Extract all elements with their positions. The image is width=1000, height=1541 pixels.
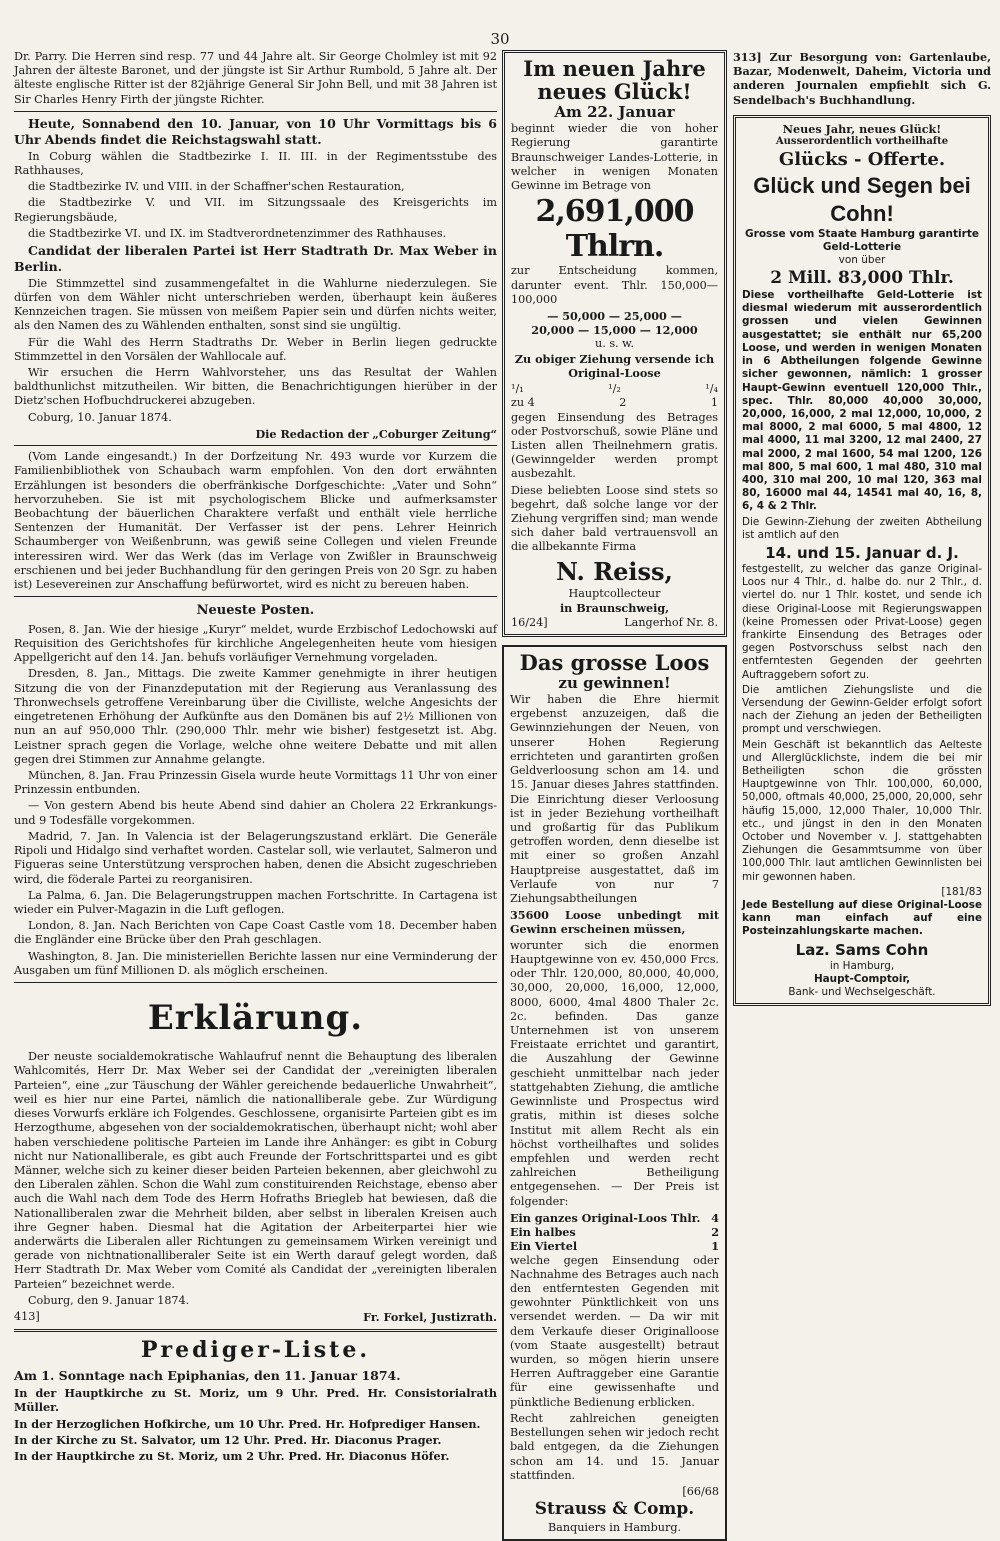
prediger-line: In der Hauptkirche zu St. Moriz, um 2 Uhr. Pred. Hr. Diaconus Höfer.: [14, 1449, 450, 1464]
ad-cohn-text: Die Gewinn-Ziehung der zweiten Abtheilung ist amtlich auf den: [742, 515, 982, 541]
divider: [14, 596, 497, 597]
price-row: [510, 1211, 719, 1225]
news-item: München, 8. Jan. Frau Prinzessin Gisela wurde heute Vormittags 11 Uhr von einer Prinzessin entbunden.: [14, 768, 497, 797]
prediger-title: Prediger-Liste.: [140, 1337, 370, 1364]
ad-reiss-firm: N. Reiss,: [556, 556, 673, 586]
ad-cohn-text: Jede Bestellung auf diese Original-Loose kann man einfach auf eine Posteinzahlungskarte machen.: [742, 899, 982, 938]
price-row: [510, 1225, 719, 1239]
news-item: Dresden, 8. Jan., Mittags. Die zweite Kammer genehmigte in ihrer heutigen Sitzung die von der Finanzdeputation mit der Regierung aus Veranlassung des Thronwechsels getroffene Vereinbarung über die Civilliste, welche Angesichts der eingetretenen Erhöhung der Aufkünfte aus den Domänen bis auf 2½ Millionen von nun an auf 950,000 Thlr. (290,000 Thlr. mehr wie bisher) festgesetzt ist. Abg. Leistner sprach gegen die Vorlage, welche ohne weitere Debatte und mit allen gegen drei Stimmen zur Annahme gelangte.: [14, 667, 497, 766]
ad-reiss-fractions: [511, 382, 718, 396]
ad-strauss-title: Das grosse Loos: [519, 649, 710, 675]
prediger-heading: Am 1. Sonntage nach Epiphanias, den 11. Januar 1874.: [14, 1368, 401, 1384]
price-label: Ein halbes: [510, 1225, 576, 1240]
fraction: ¹/₂: [608, 382, 621, 396]
election-line: die Stadtbezirke IV. und VIII. in der Schaffner'schen Restauration,: [28, 180, 405, 194]
ballot-instructions: Die Stimmzettel sind zusammengefaltet in die Wahlurne niederzulegen. Sie dürfen von dem Wähler nicht unterschrieben werden, überhaupt kein äußeres Kennzeichen tragen. Sie müssen von meißem Papier sein und dürfen nichts weiter, als den Namen des zu Wählenden enthalten, sonst sind sie ungültig.: [14, 276, 497, 333]
column-middle: [502, 50, 727, 1534]
ad-reiss-amount: 2,691,000 Thlrn.: [535, 194, 694, 264]
ad-cohn-headline: Glück und Segen bei Cohn!: [753, 172, 971, 226]
column-left: [14, 50, 497, 1517]
ad-strauss-text: worunter sich die enormen Hauptgewinne von ev. 450,000 Frcs. oder Thlr. 120,000, 80,000, 40,000, 30,000, 20,000, 16,000, 12,000, 8000, 6000, 4mal 4800 Thaler 2c. 2c. befinden. Das ganze Unternehmen ist von unserem Freistaate errichtet und garantirt, die Auszahlung der Gewinne geschieht unmittelbar nach jeder stattgehabten Ziehung, die amtliche Gewinnliste und Prospectus wird gratis, mithin ist dieses solche Institut mit allem Recht als ein höchst vortheilhaftes und solides empfehlen und werden recht zahlreichen Betheiligung entgegensehen. — Der Preis ist folgender:: [510, 938, 719, 1208]
news-item: Washington, 8. Jan. Die ministeriellen Berichte lassen nur eine Verminderung der Ausgaben um fünf Millionen D. als möglich erscheinen.: [14, 949, 497, 977]
ad-cohn-ref: [181/83: [941, 885, 982, 898]
price-label: Ein Viertel: [510, 1239, 578, 1254]
election-headline: Heute, Sonnabend den 10. Januar, von 10 Uhr Vormittags bis 6 Uhr Abends findet die Reichstagswahl statt.: [14, 115, 497, 147]
ad-strauss-firm: Strauss & Comp.: [534, 1499, 695, 1520]
dateline: Coburg, 10. Januar 1874.: [28, 410, 172, 424]
ad-cohn-line: Grosse vom Staate Hamburg garantirte Geld-Lotterie: [745, 227, 979, 253]
divider: [14, 111, 497, 112]
ad-strauss-highlight: 35600 Loose unbedingt mit Gewinn erscheinen müssen,: [510, 908, 719, 937]
ad-reiss-row: u. s. w.: [595, 337, 634, 351]
ad-reiss-firm-sub: Hauptcollecteur: [568, 587, 661, 601]
news-heading: Neueste Posten.: [196, 603, 315, 619]
erklaerung-signature: Fr. Forkel, Justizrath.: [363, 1310, 497, 1325]
ad-cohn-text: Diese vortheilhafte Geld-Lotterie ist diesmal wiederum mit ausserordentlich grossen und vielen Gewinnen ausgestattet; sie enthält nur 65,200 Loose, und werden in wenigen Monaten in 6 Abtheilungen folgende Gewinne sicher gewonnen, nämlich: 1 grosser Haupt-Gewinn eventuell 120,000 Thlr., spec. Thlr. 80,000 40,000 30,000, 20,000, 16,000, 2 mal 12,000, 10,000, 2 mal 8000, 2 mal 6000, 5 mal 4800, 12 mal 4000, 11 mal 3200, 12 mal 2400, 27 mal 2000, 2 mal 1600, 54 mal 1200, 126 mal 800, 5 mal 600, 1 mal 480, 310 mal 400, 310 mal 200, 10 mal 120, 363 mal 80, 16000 mal 44, 14541 mal 40, 16, 8, 6, 4 & 2 Thlr.: [742, 289, 982, 513]
ad-cohn-text: festgestellt, zu welcher das ganze Original-Loos nur 4 Thlr., d. halbe do. nur 2 Thlr., d. viertel do. nur 1 Thlr. kostet, und sende ich diese Original-Loose mit Regierungswappen (keine Promessen oder Privat-Loose) gegen frankirte Einsendung des Betrages oder gegen Postvorschuss selbst nach den entferntesten Gegenden der geehrten Auftraggebern sofort zu.: [742, 562, 982, 681]
ad-cohn-text: Mein Geschäft ist bekanntlich das Aelteste und Allerglücklichste, indem die bei mir Betheiligten schon die grössten Hauptgewinne von Thlr. 100,000, 60,000, 50,000, oftmals 40,000, 25,000, 20,000, sehr häufig 15,000, 12,000 Thaler, 10,000 Thlr. etc., und jüngst in den in den Monaten October und November v. J. stattgehabten Ziehungen die Gesammtsumme von über 100,000 Thlr. laut amtlichen Gewinnlisten bei mir gewonnen haben.: [742, 738, 982, 883]
erklaerung-body: Der neuste socialdemokratische Wahlaufruf nennt die Behauptung des liberalen Wahlcomités, Herr Dr. Max Weber sei der Candidat der „vereinigten liberalen Parteien“, eine „zur Täuschung der Wähler gereichende bedauerliche Unwahrheit“, weil es hier nur eine Partei, nämlich die nationalliberale gebe. Zur Würdigung dieses Vorwurfs erkläre ich Folgendes. Geschlossene, organisirte Parteien gibt es im Herzogthume, abgesehen von der socialdemokratischen, überhaupt nicht; wohl aber haben verschiedene politische Parteien im Lande ihre Anhänger: es gibt in Coburg nicht nur Nationalliberale, es gibt auch Freunde der Fortschrittspartei und es gibt Männer, welche sich zu keiner dieser beiden Parteien bekennen, aber gleichwohl zu den Liberalen zählen. Schon die Wahl zum constituirenden Reichstage, ebenso aber auch die Wahl nach dem Tode des Herrn Hofraths Briegleb hat bewiesen, daß die Nationalliberalen zwar die Mehrheit bilden, aber selbst in liberalen Kreisen auch ihre Gegner haben. Diesmal hat die Agitation der Arbeiterpartei hier wie anderwärts die Liberalen aller Richtungen zu gemeinsamem Wirken vereinigt und gerade von nichtnationalliberaler Seite ist ein Werth darauf gelegt worden, daß Herr Stadtrath Dr. Max Weber vom Comité als Candidat der „vereinigten liberalen Parteien“ bezeichnet werde.: [14, 1050, 497, 1291]
prediger-line: In der Herzoglichen Hofkirche, um 10 Uhr. Pred. Hr. Hofprediger Hansen.: [14, 1416, 481, 1431]
price: 1: [710, 396, 718, 410]
ad-reiss-prices: [511, 396, 718, 410]
ad-strauss-text: Recht zahlreichen geneigten Bestellungen sehen wir jedoch recht bald entgegen, da die Ziehungen schon am 14. und 15. Januar stattfinden.: [510, 1411, 719, 1482]
ad-reiss-text: Diese beliebten Loose sind stets so begehrt, daß solche lange vor der Ziehung vergriffen sind; man wende sich daher bald vertrauensvoll an die allbekannte Firma: [511, 483, 718, 554]
intro-paragraph: Dr. Parry. Die Herren sind resp. 77 und 44 Jahre alt. Sir George Cholmley ist mit 92 Jahren der älteste Baronet, und der jüngste ist Sir Arthur Rumbold, 5 Jahre alt. Der älteste englische Ritter ist der 82jährige General Sir John Bell, und mit 38 Jahren ist Sir Charles Henry Firth der jüngste Richter.: [14, 50, 497, 106]
ad-cohn-office: Haupt-Comptoir,: [813, 972, 911, 985]
ad-cohn-text: Die amtlichen Ziehungsliste und die Versendung der Gewinn-Gelder erfolgt sofort nach der Ziehung an jeden der Betheiligten prompt und verschwiegen.: [742, 683, 982, 736]
divider: [14, 1329, 497, 1332]
ad-strauss: [502, 645, 727, 1541]
erklaerung-title: Erklärung.: [147, 998, 364, 1039]
ad-reiss-ref: 16/24]: [511, 615, 548, 629]
ad-strauss-firm-sub: Banquiers in Hamburg.: [547, 1520, 682, 1534]
ad-strauss-text: Wir haben die Ehre hiermit ergebenst anzuzeigen, daß die Gewinnziehungen der Neuen, von unserer Hohen Regierung errichteten und garantirten großen Geldverloosung schon am 14. und 15. Januar dieses Jahres stattfinden. Die Einrichtung dieser Verloosung ist in jeder Beziehung vortheilhaft und großartig für das Publikum getroffen worden, denn dieselbe ist mit einer so großen Anzahl Hauptpreise ausgestattet, daß im Verlaufe von nur 7 Ziehungsabtheilungen: [510, 692, 719, 906]
ad-reiss: [502, 50, 727, 637]
ballot-printed: Für die Wahl des Herrn Stadtraths Dr. Weber in Berlin liegen gedruckte Stimmzettel in den Vorsälen der Wahllocale auf.: [14, 335, 497, 363]
prediger-line: In der Hauptkirche zu St. Moriz, um 9 Uhr. Pred. Hr. Consistorialrath Müller.: [14, 1386, 497, 1415]
ad-reiss-text: Zu obiger Ziehung versende ich Original-Loose: [514, 351, 715, 380]
erklaerung-date: Coburg, den 9. Januar 1874.: [28, 1293, 190, 1307]
price-value: 4: [711, 1210, 719, 1225]
price-label: Ein ganzes Original-Loos Thlr.: [510, 1210, 701, 1225]
ad-cohn-offer: Glücks - Offerte.: [778, 148, 946, 170]
candidate-line: Candidat der liberalen Partei ist Herr Stadtrath Dr. Max Weber in Berlin.: [14, 242, 497, 274]
ad-reiss-text: gegen Einsendung des Betrages oder Postvorschuß, sowie Pläne und Listen allen Theilnehmern gratis. (Gewinngelder werden prompt ausbezahlt.: [511, 410, 718, 481]
editorial-signature: Die Redaction der „Coburger Zeitung“: [255, 426, 497, 441]
erklaerung-footer: [14, 1310, 497, 1324]
fraction: ¹/₁: [511, 382, 524, 396]
news-item: La Palma, 6. Jan. Die Belagerungstruppen machen Fortschritte. In Cartagena ist wieder ein Pulver-Magazin in die Luft geflogen.: [14, 888, 497, 916]
ad-reiss-date: Am 22. Januar: [554, 103, 675, 122]
ad-reiss-title: Im neuen Jahre neues Glück!: [523, 56, 706, 105]
news-item: — Von gestern Abend bis heute Abend sind dahier an Cholera 22 Erkrankungs- und 9 Todesfälle vorgekommen.: [14, 799, 497, 827]
price-row: [510, 1239, 719, 1253]
election-line: die Stadtbezirke VI. und IX. im Stadtverordnetenzimmer des Rathhauses.: [28, 226, 447, 240]
price-value: 1: [711, 1239, 719, 1254]
ad-cohn-line: Ausserordentlich vortheilhafte: [775, 136, 949, 148]
ad-cohn-date: 14. und 15. Januar d. J.: [765, 543, 959, 562]
request-paragraph: Wir ersuchen die Herrn Wahlvorsteher, uns das Resultat der Wahlen baldthunlichst mitzutheilen. Wir bitten, die Benachrichtigungen hierüber in der Dietz'schen Hofbuchdruckerei abzugeben.: [14, 366, 497, 408]
ad-cohn-amount: 2 Mill. 83,000 Thlr.: [770, 267, 954, 288]
prediger-line: In der Kirche zu St. Salvator, um 12 Uhr. Pred. Hr. Diaconus Prager.: [14, 1432, 442, 1447]
fraction: ¹/₄: [705, 382, 718, 396]
ad-cohn: [733, 115, 991, 1006]
ad-strauss-subtitle: zu gewinnen!: [558, 673, 671, 692]
ad-reiss-address: Langerhof Nr. 8.: [624, 615, 718, 629]
divider: [14, 982, 497, 983]
divider: [14, 445, 497, 446]
price-value: 2: [711, 1225, 719, 1240]
erklaerung-ref: 413]: [14, 1310, 40, 1324]
election-line: In Coburg wählen die Stadtbezirke I. II. III. in der Regimentsstube des Rathhauses,: [14, 149, 497, 177]
ad-reiss-row: — 50,000 — 25,000 —: [547, 308, 682, 323]
ad-cohn-line: Neues Jahr, neues Glück!: [782, 121, 942, 136]
news-item: Posen, 8. Jan. Wie der hiesige „Kuryr“ meldet, wurde Erzbischof Ledochowski auf Requisition des Gerichtshofes für kirchliche Angelegenheiten heute vom hiesigen Appellgericht auf den 14. Jan. behufs vorläufiger Vernehmung vorgeladen.: [14, 622, 497, 665]
ad-reiss-text: zur Entscheidung kommen, darunter event. Thlr. 150,000—100,000: [511, 264, 718, 306]
election-line: die Stadtbezirke V. und VII. im Sitzungssaale des Kreisgerichts im Regierungsbäude,: [14, 196, 497, 224]
ad-strauss-text: welche gegen Einsendung oder Nachnahme des Betrages auch nach den entferntesten Gegenden mit gewohnter Pünktlichkeit von uns versendet werden. — Da wir mit dem Verkaufe dieser Originalloose (vom Staate ausgestellt) betraut wurden, so mögen hierin unsere Herren Auftraggeber eine Garantie für eine gewissenhafte und pünktliche Bedienung erblicken.: [510, 1253, 719, 1409]
ad-reiss-footer: [511, 616, 718, 630]
ad-reiss-text: beginnt wieder die von hoher Regierung garantirte Braunschweiger Landes-Lotterie, in welcher in wenigen Monaten Gewinne im Betrage von: [511, 122, 718, 193]
ad-cohn-line: von über: [838, 254, 886, 267]
ad-cohn-bank: Bank- und Wechselgeschäft.: [788, 986, 936, 999]
ad-strauss-ref: [66/68: [682, 1485, 719, 1498]
ad-cohn-firm: Laz. Sams Cohn: [795, 940, 929, 959]
ad-reiss-row: 20,000 — 15,000 — 12,000: [531, 323, 698, 338]
news-item: Madrid, 7. Jan. In Valencia ist der Belagerungszustand erklärt. Die Generäle Ripoli und Hidalgo sind verhaftet worden. Castelar soll, wie verlautet, Salmeron und Figueras seine Unterstützung versprochen haben, denen die Absicht zugeschrieben wird, die föderale Partei zu reorganisiren.: [14, 829, 497, 886]
ad-reiss-city: in Braunschweig,: [559, 601, 670, 616]
column-right: [733, 50, 991, 1517]
price: 2: [619, 396, 627, 410]
ad-cohn-city: in Hamburg,: [829, 959, 895, 972]
journal-ad: 313] Zur Besorgung von: Gartenlaube, Bazar, Modenwelt, Daheim, Victoria und anderen Journalen empfiehlt sich G. Sendelbach's Buchhandlung.: [733, 50, 991, 107]
lande-paragraph: (Vom Lande eingesandt.) In der Dorfzeitung Nr. 493 wurde vor Kurzem die Familienbibliothek von Schaubach warm empfohlen. Von den dort erwähnten Erzählungen ist besonders die oberfränkische Dorfgeschichte: „Vater und Sohn“ hervorzuheben. Sie ist mit psychologischem Blicke und aufmerksamster Beobachtung der bäuerlichen Charaktere verfaßt und enthält viele herrliche Sentenzen der Humanität. Der Verfasser ist der pens. Lehrer Heinrich Schaumberger von Weißenbrunn, was gewiß seine Collegen und vielen Freunde interessiren wird. Wer das Werk (das im Verlage von Zwißler in Braunschweig erschienen und bei jeder Buchhandlung für den geringen Preis von 20 Sgr. zu haben ist) Lesevereinen zur Anschaffung befürwortet, wird es nicht zu bereuen haben.: [14, 450, 497, 592]
page-number: 30: [490, 30, 510, 48]
price: zu 4: [511, 396, 535, 410]
news-item: London, 8. Jan. Nach Berichten von Cape Coast Castle vom 18. December haben die Engländer eine Brücke über den Prah geschlagen.: [14, 919, 497, 947]
